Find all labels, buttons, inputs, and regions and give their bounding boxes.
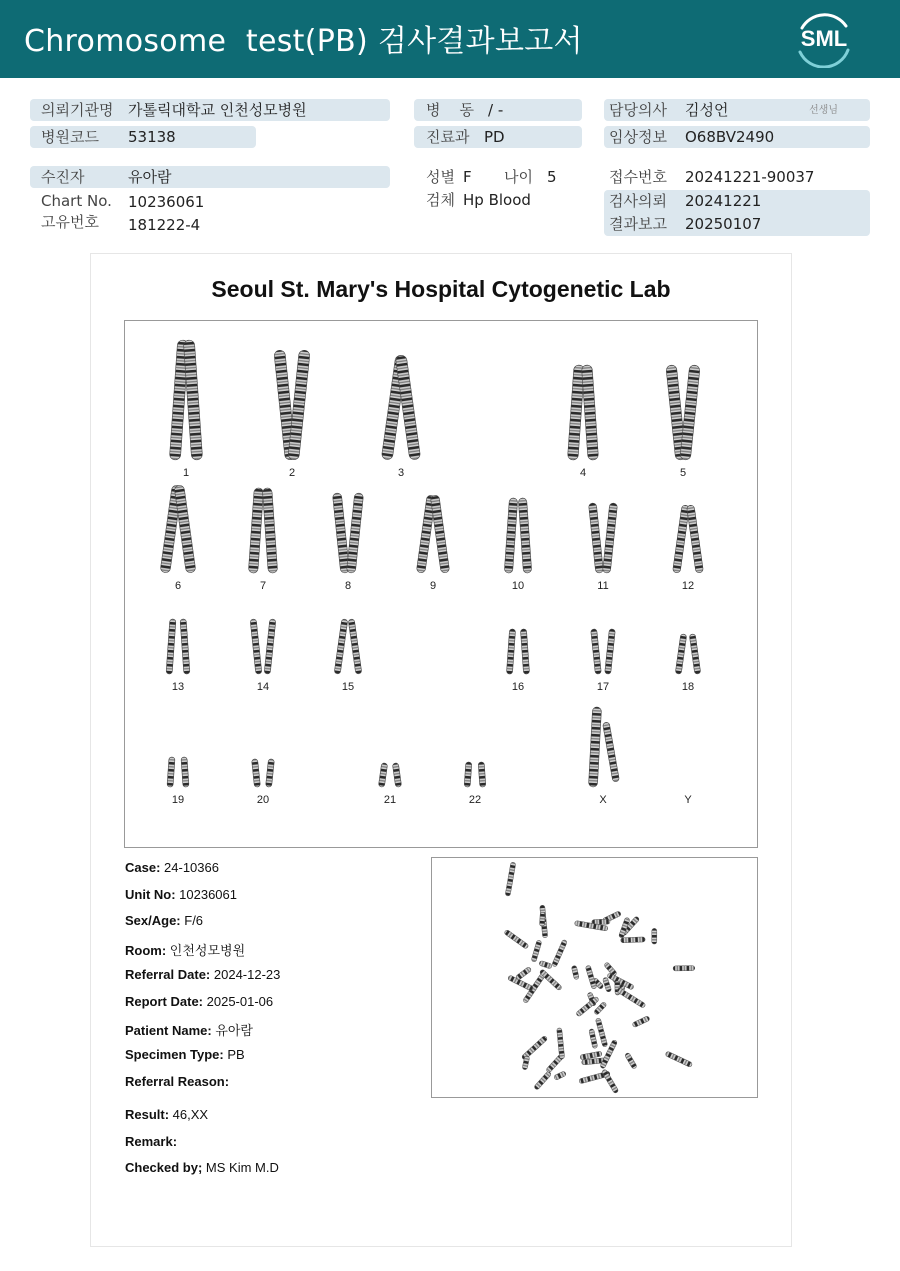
metaphase-chromosome bbox=[531, 940, 542, 962]
ward-value: / - bbox=[488, 101, 504, 119]
request-label: 검사의뢰 bbox=[609, 192, 667, 210]
chromosome-label-7: 7 bbox=[259, 580, 267, 592]
chromosome-18-b bbox=[689, 634, 701, 674]
chromosome-label-9: 9 bbox=[429, 580, 437, 592]
report-date-label: 결과보고 bbox=[609, 215, 667, 233]
page-title: Chromosome test(PB) 검사결과보고서 bbox=[24, 24, 583, 59]
chromosome-label-X: X bbox=[599, 794, 607, 806]
case-field bbox=[125, 887, 237, 902]
chromosome-16-b bbox=[520, 629, 529, 674]
chromosome-14-a bbox=[250, 619, 262, 674]
chromosome-label-5: 5 bbox=[679, 467, 687, 479]
metaphase-chromosome bbox=[505, 862, 516, 896]
case-field-value: MS Kim M.D bbox=[202, 1160, 279, 1175]
chromosome-14-b bbox=[264, 619, 276, 674]
case-field-value: 유아람 bbox=[211, 1023, 253, 1038]
sml-logo bbox=[792, 10, 856, 68]
chart-label: Chart No. bbox=[41, 192, 112, 210]
metaphase-chromosome bbox=[621, 937, 646, 943]
chromosome-19-a bbox=[167, 757, 175, 787]
doctor-suffix: 선생님 bbox=[809, 105, 838, 116]
chromosome-X-a bbox=[588, 707, 601, 787]
chromosome-label-12: 12 bbox=[681, 580, 695, 592]
case-field-value: 2025-01-06 bbox=[203, 994, 274, 1009]
dept-label: 진료과 bbox=[426, 128, 470, 146]
metaphase-chromosome bbox=[595, 1018, 608, 1048]
logo-text: SML bbox=[800, 26, 848, 51]
chromosome-6-b bbox=[174, 485, 196, 574]
chromosome-label-17: 17 bbox=[596, 681, 610, 693]
unique-value: 181222-4 bbox=[128, 216, 201, 234]
case-field-value: 10236061 bbox=[175, 887, 237, 902]
hospital-code-value: 53138 bbox=[128, 128, 176, 146]
metaphase-image bbox=[432, 858, 757, 1097]
chart-value: 10236061 bbox=[128, 193, 205, 211]
metaphase-chromosome bbox=[552, 939, 568, 967]
unique-label: 고유번호 bbox=[41, 213, 99, 231]
sex-label: 성별 bbox=[426, 168, 455, 186]
report-header bbox=[0, 0, 900, 78]
chromosome-5-b bbox=[680, 365, 700, 461]
metaphase-chromosome bbox=[553, 1071, 566, 1081]
chromosome-1-b bbox=[183, 340, 202, 460]
case-field-label: Checked by; bbox=[125, 1160, 203, 1175]
case-field-value: 인천성모병원 bbox=[166, 943, 246, 958]
request-value: 20241221 bbox=[685, 192, 762, 210]
chromosome-8-a bbox=[332, 493, 349, 573]
case-field bbox=[125, 1107, 208, 1122]
case-field-label: Patient Name: bbox=[125, 1023, 212, 1038]
chromosome-11-b bbox=[602, 503, 617, 573]
metaphase-chromosome bbox=[602, 977, 611, 992]
case-field-label: Result: bbox=[125, 1107, 170, 1122]
chromosome-13-a bbox=[166, 619, 176, 674]
case-field-label: Referral Reason: bbox=[125, 1074, 230, 1089]
chromosome-label-Y: Y bbox=[684, 794, 692, 806]
receipt-label: 접수번호 bbox=[609, 168, 667, 186]
case-field-value: F/6 bbox=[180, 913, 204, 928]
doctor-label: 담당의사 bbox=[609, 101, 667, 119]
metaphase-chromosome bbox=[571, 965, 579, 980]
metaphase-chromosome bbox=[665, 1051, 693, 1068]
case-field bbox=[125, 1020, 253, 1039]
metaphase-chromosome bbox=[515, 966, 532, 980]
metaphase-chromosome bbox=[673, 966, 695, 971]
chromosome-label-1: 1 bbox=[182, 467, 190, 479]
chromosome-18-a bbox=[675, 634, 687, 674]
case-field-label: Report Date: bbox=[125, 994, 204, 1009]
metaphase-chromosome bbox=[632, 1016, 650, 1028]
age-value: 5 bbox=[547, 168, 557, 186]
case-field-value: PB bbox=[223, 1047, 245, 1062]
chromosome-21-b bbox=[392, 763, 401, 788]
chromosome-16-a bbox=[506, 629, 515, 674]
case-field-value: 46,XX bbox=[169, 1107, 209, 1122]
chromosome-label-21: 21 bbox=[383, 794, 397, 806]
chromosome-10-a bbox=[504, 498, 518, 573]
case-field bbox=[125, 1074, 229, 1089]
case-field bbox=[125, 1134, 177, 1149]
metaphase-chromosome bbox=[601, 1069, 619, 1094]
metaphase-spread bbox=[431, 857, 758, 1098]
chromosome-7-b bbox=[262, 488, 277, 573]
chromosome-label-15: 15 bbox=[341, 681, 355, 693]
hospital-code-label: 병원코드 bbox=[41, 128, 99, 146]
case-field-label: Room: bbox=[125, 943, 167, 958]
metaphase-chromosome bbox=[534, 1071, 552, 1091]
chromosome-15-b bbox=[348, 619, 362, 674]
chromosome-label-11: 11 bbox=[597, 580, 609, 592]
specimen-value: Hp Blood bbox=[463, 191, 531, 209]
case-field bbox=[125, 994, 273, 1009]
report-date-value: 20250107 bbox=[685, 215, 762, 233]
chromosome-2-b bbox=[288, 350, 310, 461]
clinical-value: O68BV2490 bbox=[685, 128, 775, 146]
patient-label: 수진자 bbox=[41, 168, 85, 186]
metaphase-chromosome bbox=[589, 1029, 598, 1049]
case-field-label: Specimen Type: bbox=[125, 1047, 224, 1062]
chromosome-4-b bbox=[581, 365, 598, 461]
receipt-value: 20241221-90037 bbox=[685, 168, 815, 186]
chromosome-11-a bbox=[588, 503, 603, 573]
metaphase-chromosome bbox=[624, 1052, 637, 1069]
chromosome-13-b bbox=[180, 619, 190, 674]
chromosome-15-a bbox=[334, 619, 348, 674]
chromosome-label-10: 10 bbox=[511, 580, 525, 592]
chromosome-label-8: 8 bbox=[344, 580, 352, 592]
chromosome-17-a bbox=[591, 629, 602, 674]
chromosome-10-b bbox=[518, 498, 532, 573]
chromosome-label-3: 3 bbox=[397, 467, 405, 479]
chromosome-19-b bbox=[181, 757, 189, 787]
chromosome-X-b bbox=[603, 722, 620, 782]
chromosome-label-2: 2 bbox=[288, 467, 296, 479]
metaphase-chromosome bbox=[557, 1028, 565, 1059]
case-field bbox=[125, 940, 245, 959]
chromosome-22-b bbox=[478, 762, 486, 787]
chromosome-4-a bbox=[567, 365, 584, 461]
patient-value: 유아람 bbox=[128, 168, 172, 186]
metaphase-chromosome bbox=[616, 987, 646, 1008]
chromosome-20-a bbox=[252, 759, 261, 787]
chromosome-20-b bbox=[266, 759, 275, 787]
chromosome-label-20: 20 bbox=[256, 794, 270, 806]
doctor-value: 김성언 bbox=[685, 101, 729, 119]
case-field-value: 24-10366 bbox=[160, 860, 219, 875]
chromosome-label-18: 18 bbox=[681, 681, 695, 693]
chromosome-21-a bbox=[378, 763, 387, 788]
chromosome-label-16: 16 bbox=[511, 681, 525, 693]
case-field-label: Sex/Age: bbox=[125, 913, 181, 928]
metaphase-chromosome bbox=[504, 929, 529, 949]
case-field bbox=[125, 1047, 245, 1062]
case-field bbox=[125, 913, 203, 928]
chromosome-7-a bbox=[248, 488, 263, 573]
chromosome-12-a bbox=[673, 505, 690, 573]
chromosome-22-a bbox=[464, 762, 472, 787]
metaphase-chromosome bbox=[585, 965, 597, 989]
case-field-label: Referral Date: bbox=[125, 967, 211, 982]
requester-value: 가톨릭대학교 인천성모병원 bbox=[128, 101, 307, 119]
karyotype-report bbox=[90, 253, 792, 1247]
ward-label: 병 동 bbox=[426, 101, 475, 119]
case-field-label: Unit No: bbox=[125, 887, 176, 902]
chromosome-8-b bbox=[346, 493, 363, 573]
case-field-value: 2024-12-23 bbox=[210, 967, 281, 982]
metaphase-chromosome bbox=[539, 960, 553, 969]
chromosome-label-22: 22 bbox=[468, 794, 482, 806]
dept-value: PD bbox=[484, 128, 505, 146]
case-field-label: Case: bbox=[125, 860, 161, 875]
karyogram-image bbox=[125, 321, 757, 847]
chromosome-17-b bbox=[605, 629, 616, 674]
age-label: 나이 bbox=[504, 168, 533, 186]
chromosome-label-4: 4 bbox=[579, 467, 587, 479]
chromosome-12-b bbox=[687, 505, 704, 573]
chromosome-label-6: 6 bbox=[174, 580, 182, 592]
case-field bbox=[125, 860, 219, 875]
metaphase-chromosome bbox=[539, 912, 545, 926]
chromosome-9-b bbox=[430, 495, 449, 573]
sex-value: F bbox=[463, 168, 472, 186]
clinical-label: 임상정보 bbox=[609, 128, 667, 146]
lab-title: Seoul St. Mary's Hospital Cytogenetic Lab bbox=[211, 276, 671, 302]
requester-label: 의뢰기관명 bbox=[41, 101, 114, 119]
case-field bbox=[125, 1160, 279, 1175]
case-field-label: Remark: bbox=[125, 1134, 178, 1149]
case-field bbox=[125, 967, 280, 982]
karyogram bbox=[124, 320, 758, 848]
chromosome-label-13: 13 bbox=[171, 681, 185, 693]
specimen-label: 검체 bbox=[426, 191, 455, 209]
chromosome-label-14: 14 bbox=[256, 681, 270, 693]
metaphase-chromosome bbox=[652, 928, 657, 944]
chromosome-label-19: 19 bbox=[171, 794, 185, 806]
